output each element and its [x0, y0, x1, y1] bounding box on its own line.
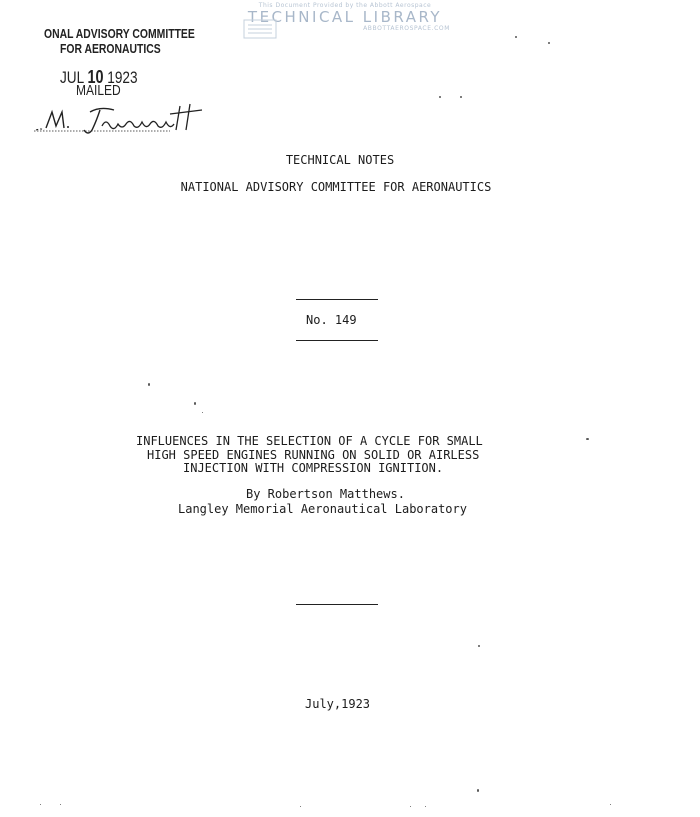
scan-speck — [40, 804, 41, 805]
scan-speck — [586, 438, 589, 440]
scan-speck — [477, 789, 479, 792]
scan-speck — [478, 645, 480, 647]
divider-bottom — [296, 340, 378, 341]
watermark-logo-icon — [242, 18, 278, 40]
series-heading: TECHNICAL NOTES — [285, 153, 395, 167]
title-line-2: HIGH SPEED ENGINES RUNNING ON SOLID OR AIRLESS — [147, 448, 480, 462]
stamp-aeronautics-line: FOR AERONAUTICS — [60, 41, 161, 56]
scan-speck — [410, 806, 411, 807]
stamp-committee-line: ONAL ADVISORY COMMITTEE — [44, 26, 195, 41]
author: By Robertson Matthews. — [246, 487, 405, 501]
scan-speck — [425, 806, 426, 807]
stamp-date-month: JUL — [60, 68, 88, 87]
scan-speck — [439, 96, 441, 98]
scan-speck — [515, 36, 517, 38]
scan-speck — [148, 383, 150, 386]
publication-date: July,1923 — [305, 697, 371, 711]
divider-closing — [296, 604, 378, 605]
stamp-date-day: 10 — [87, 67, 104, 87]
handwritten-signature — [30, 100, 230, 140]
stamp-date-year: 1923 — [103, 68, 138, 87]
divider-top — [296, 299, 378, 300]
scan-speck — [194, 402, 196, 405]
scan-speck — [548, 42, 550, 44]
scan-speck — [460, 96, 462, 98]
watermark-library: TECHNICAL LIBRARY — [247, 8, 443, 26]
title-line-3: INJECTION WITH COMPRESSION IGNITION. — [183, 461, 444, 475]
scan-speck — [300, 806, 301, 807]
watermark-url: ABBOTTAEROSPACE.COM — [363, 25, 450, 32]
watermark-provided-by: This Document Provided by the Abbott Aerospace — [258, 2, 432, 9]
scan-speck — [60, 804, 61, 805]
affiliation: Langley Memorial Aeronautical Laboratory — [178, 502, 467, 516]
scan-speck — [610, 804, 611, 805]
stamp-status: MAILED — [76, 82, 121, 99]
scan-speck — [202, 412, 203, 413]
organization-heading: NATIONAL ADVISORY COMMITTEE FOR AERONAUTICS — [180, 180, 492, 194]
title-line-1: INFLUENCES IN THE SELECTION OF A CYCLE FOR SMALL — [136, 434, 483, 448]
report-number: No. 149 — [306, 313, 357, 327]
